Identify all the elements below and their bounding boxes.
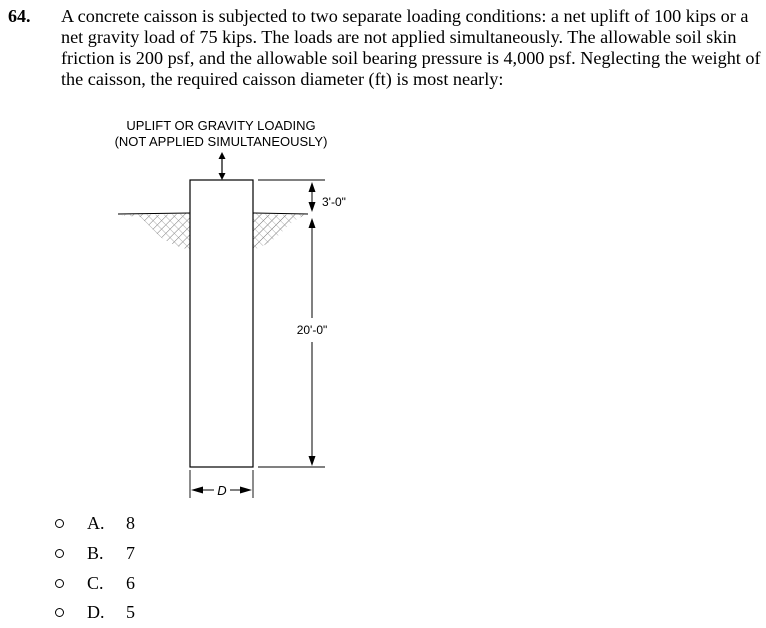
choice-letter: D.	[87, 602, 105, 622]
question-number: 64.	[8, 6, 31, 26]
soil-right	[253, 213, 308, 250]
dim-width-label: D	[217, 483, 227, 498]
choice-letter: A.	[87, 513, 105, 533]
choice-letter: C.	[87, 573, 104, 593]
choice-value: 7	[126, 543, 135, 563]
radio-bubble-icon[interactable]	[55, 519, 64, 528]
choice-letter: B.	[87, 543, 104, 563]
loading-label-line1: UPLIFT OR GRAVITY LOADING	[126, 118, 316, 133]
choice-a[interactable]	[0, 513, 200, 537]
choice-b[interactable]	[0, 543, 200, 567]
choice-value: 8	[126, 513, 135, 533]
dim-top-label: 3'-0"	[322, 195, 346, 209]
dim-top	[309, 182, 316, 212]
choice-value: 5	[126, 602, 135, 622]
question-text: A concrete caisson is subjected to two separate loading conditions: a net uplift of 100 kips or a net gravity load of 75 kips. The loads are not applied simultaneously. The allowable soil skin friction is 200 psf, and the allowable soil bearing pressure is 4,000 psf. Neglecting the weight of the caisson, the required caisson diameter (ft) is most nearly:	[61, 6, 761, 89]
caisson-shaft	[190, 180, 253, 467]
dim-embed-label: 20'-0"	[296, 323, 328, 337]
radio-bubble-icon[interactable]	[55, 579, 64, 588]
choice-d[interactable]	[0, 602, 200, 626]
radio-bubble-icon[interactable]	[55, 549, 64, 558]
dim-embed	[309, 218, 316, 466]
choice-c[interactable]	[0, 573, 200, 597]
choice-value: 6	[126, 573, 135, 593]
soil-left	[118, 213, 190, 250]
loading-label-line2: (NOT APPLIED SIMULTANEOUSLY)	[114, 134, 328, 149]
radio-bubble-icon[interactable]	[55, 608, 64, 617]
load-arrow	[219, 152, 226, 180]
